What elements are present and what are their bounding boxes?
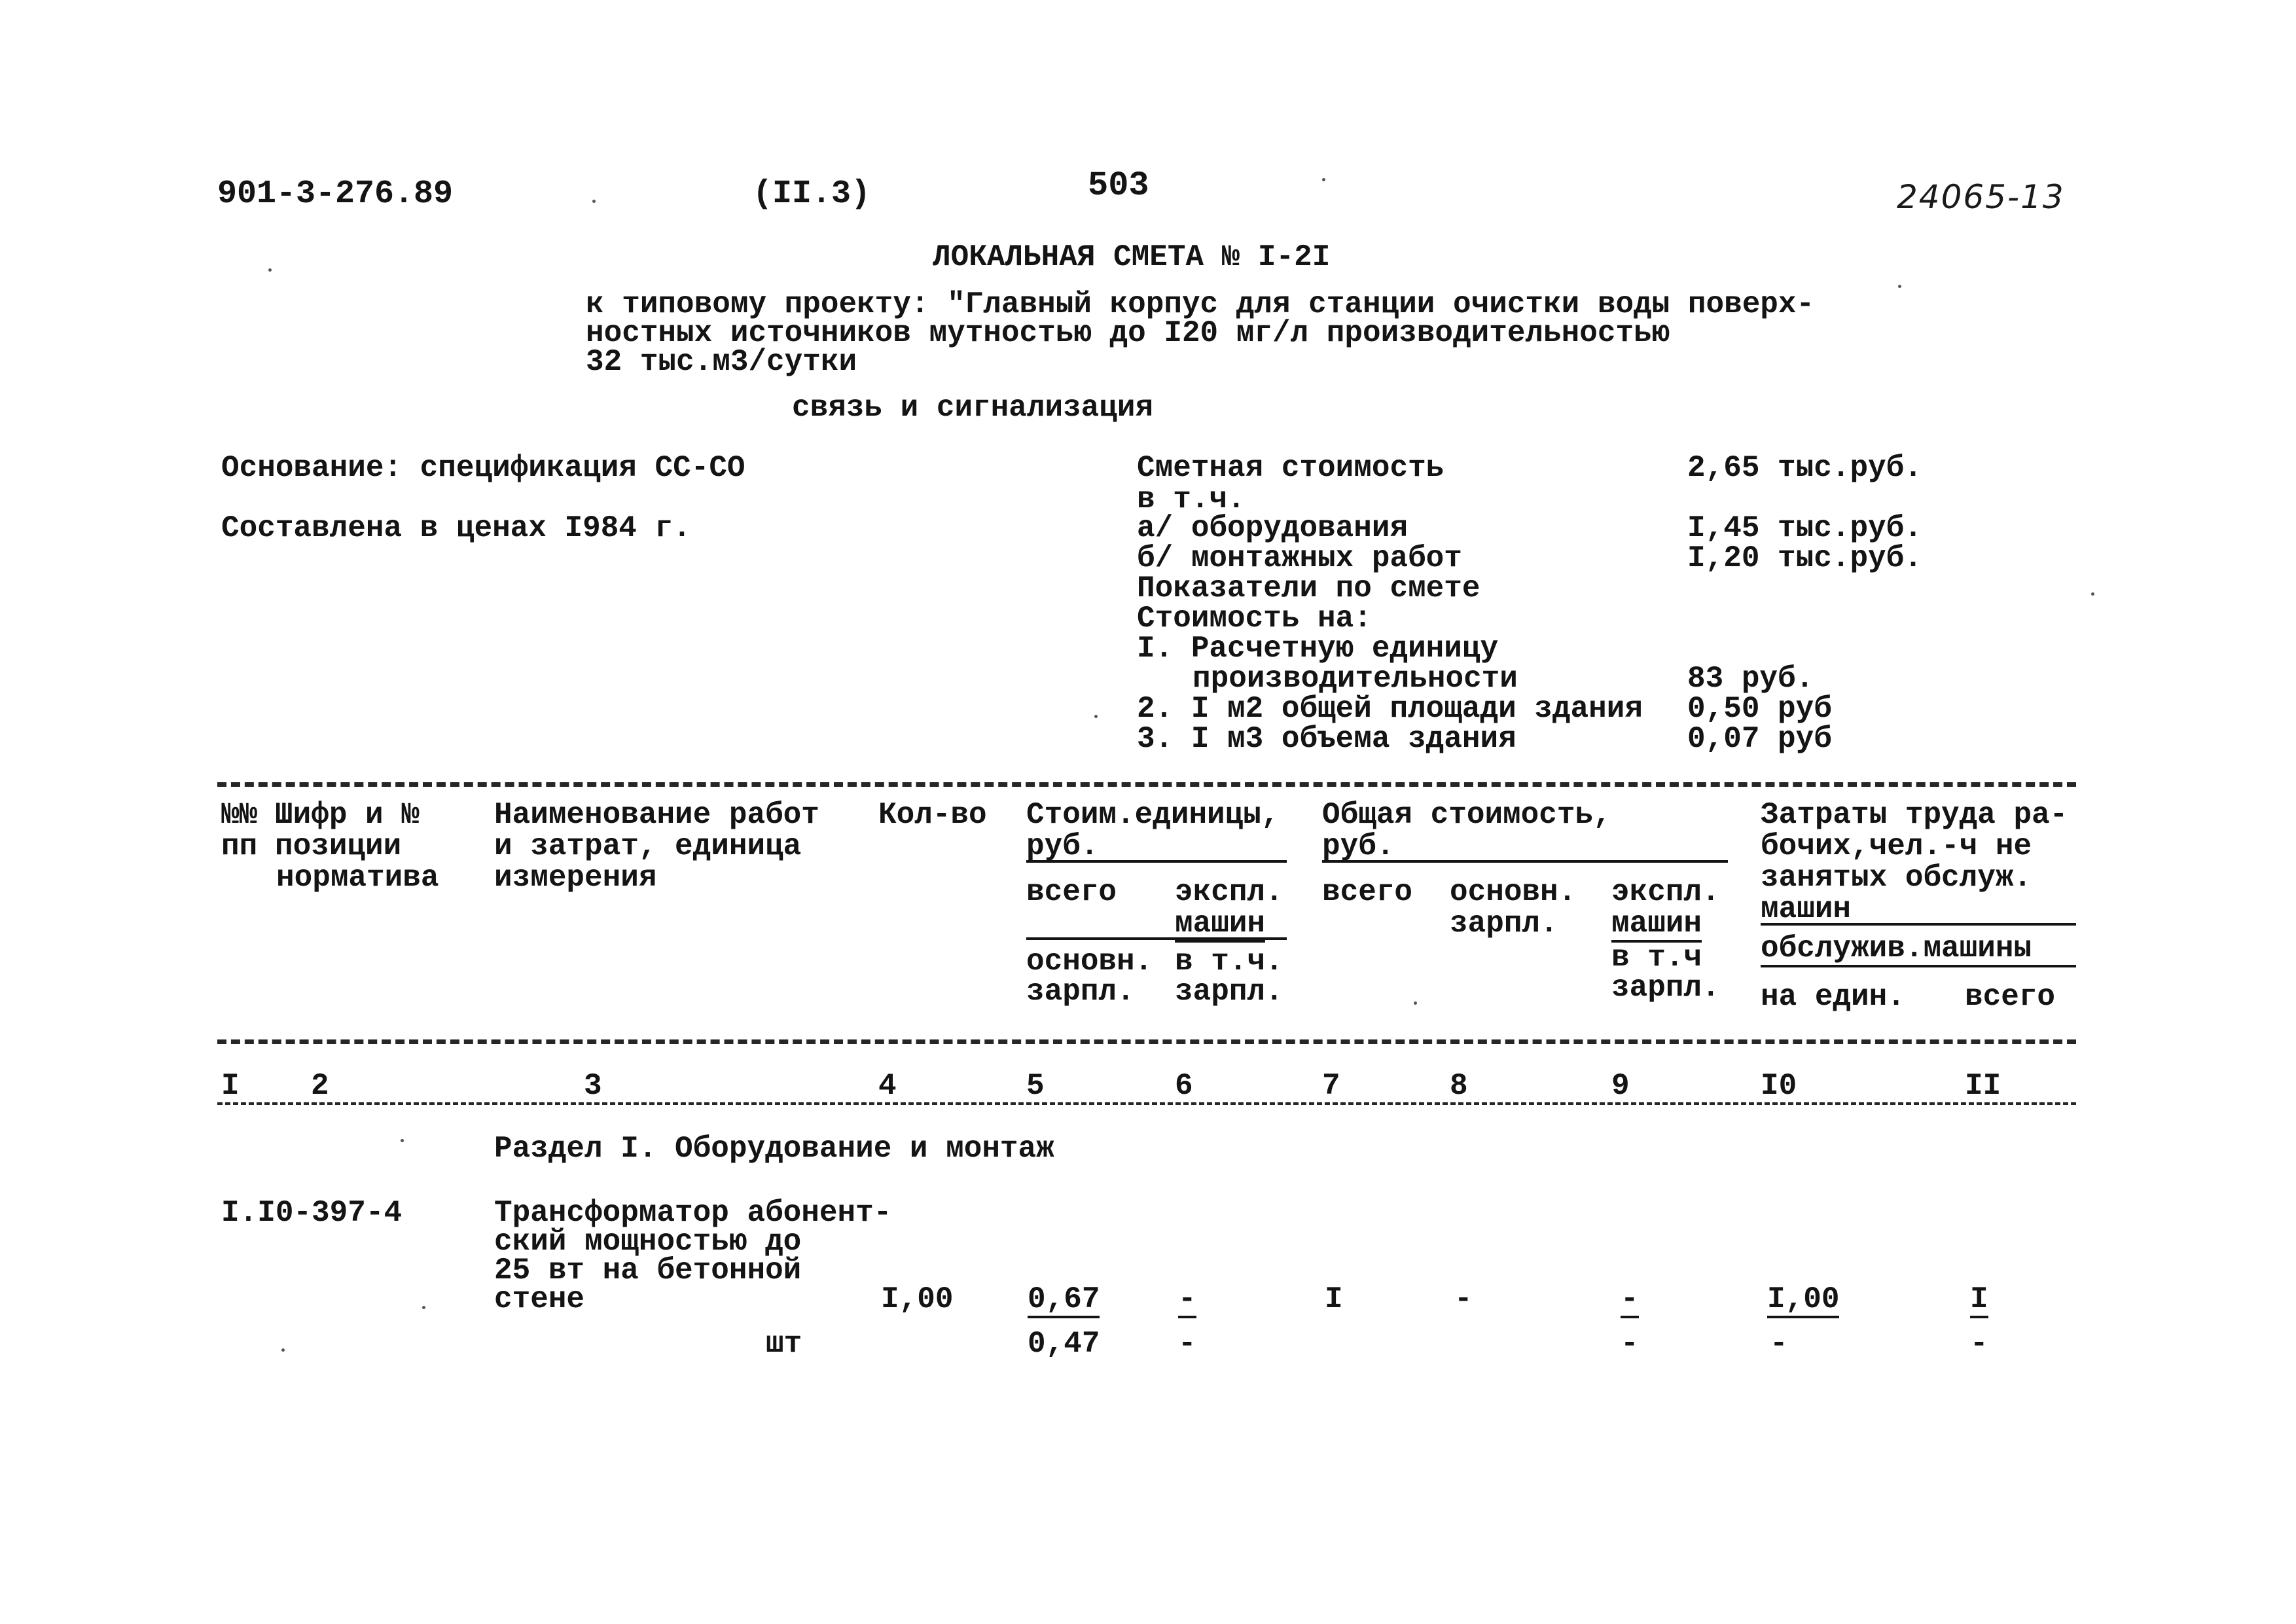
column-number-5: 5 <box>1026 1069 1045 1103</box>
scan-speck <box>281 1348 285 1352</box>
estimate-subtitle: связь и сигнализация <box>792 391 1154 425</box>
row-unit-machine-wage: - <box>1178 1327 1196 1361</box>
column-number-7: 7 <box>1322 1069 1340 1103</box>
unit-cost-sub-underline <box>1026 937 1287 940</box>
estimate-heading: ЛОКАЛЬНАЯ СМЕТА № I-2I <box>933 240 1331 274</box>
column-numbers-dashed-rule <box>217 1102 2076 1105</box>
table-header-bottom-dashed-rule <box>217 1039 2076 1044</box>
scan-speck <box>268 268 272 272</box>
col3-header-line2: и затрат, единица <box>494 829 802 863</box>
column-number-10: I0 <box>1761 1069 1797 1103</box>
indicators-label: Показатели по смете <box>1137 571 1480 605</box>
col1-header-line1: №№ <box>221 798 258 832</box>
equipment-label: а/ оборудования <box>1137 511 1408 545</box>
indicator-2-label: 2. I м2 общей площади здания <box>1137 692 1643 726</box>
column-number-11: II <box>1965 1069 2001 1103</box>
indicator-1-label-cont: производительности <box>1193 662 1518 696</box>
labor-header-line3: занятых обслуж. <box>1761 861 2032 895</box>
unit-cost-underline <box>1026 860 1287 863</box>
indicator-2-value: 0,50 руб <box>1687 692 1832 726</box>
column-number-1: I <box>221 1069 240 1103</box>
row-total-wage: - <box>1454 1282 1473 1316</box>
total-machine-header-line2: машин <box>1611 909 1702 943</box>
scan-speck <box>401 1139 404 1142</box>
labor-machine-underline <box>1761 965 2076 967</box>
unit-base-wage-header-line1: основн. <box>1026 945 1153 979</box>
col3-header-line1: Наименование работ <box>494 798 819 832</box>
total-cost-header-rub: руб. <box>1322 829 1395 863</box>
cost-for-label: Стоимость на: <box>1137 602 1372 636</box>
row-name-line1: Трансформатор абонент- <box>494 1196 892 1230</box>
row-total-machine-wage: - <box>1621 1327 1639 1361</box>
installation-value: I,20 тыс.руб. <box>1687 541 1922 575</box>
prices-year-label: Составлена в ценах I984 г. <box>221 511 691 545</box>
column-number-9: 9 <box>1611 1069 1630 1103</box>
indicator-1-value: 83 руб. <box>1687 662 1814 696</box>
column-number-3: 3 <box>584 1069 602 1103</box>
total-machine-header-line1: экспл. <box>1611 875 1720 909</box>
row-labor-total-machine: - <box>1970 1327 1988 1361</box>
unit-machine-header-line1: экспл. <box>1175 875 1283 909</box>
project-line-1: к типовому проекту: "Главный корпус для станции очистки воды поверх- <box>586 287 1815 321</box>
row-labor-per-unit: I,00 <box>1767 1284 1839 1318</box>
indicator-3-label: 3. I м3 объема здания <box>1137 722 1516 756</box>
scan-speck <box>1414 1001 1417 1005</box>
estimated-cost-label: Сметная стоимость <box>1137 451 1444 485</box>
col2-header-line2: позиции <box>275 829 402 863</box>
labor-header-underline <box>1761 923 2076 926</box>
scan-speck <box>1094 715 1098 718</box>
document-code: 901-3-276.89 <box>217 175 454 213</box>
row-code: I.I0-397-4 <box>221 1196 403 1230</box>
unit-incl-header-line2: зарпл. <box>1175 975 1283 1009</box>
total-cost-underline <box>1322 860 1728 863</box>
scan-speck <box>2091 592 2094 596</box>
installation-label: б/ монтажных работ <box>1137 541 1462 575</box>
row-name-line2: ский мощностью до <box>494 1225 802 1259</box>
column-number-2: 2 <box>311 1069 329 1103</box>
row-labor-per-unit-machine: - <box>1770 1327 1788 1361</box>
col4-header: Кол-во <box>878 798 987 832</box>
row-unit-total: 0,67 <box>1028 1284 1100 1318</box>
unit-cost-header-rub: руб. <box>1026 829 1099 863</box>
row-unit-machine: - <box>1178 1284 1196 1318</box>
row-name-line3: 25 вт на бетонной <box>494 1254 802 1288</box>
total-all-header: всего <box>1322 875 1413 909</box>
column-number-4: 4 <box>878 1069 897 1103</box>
unit-base-wage-header-line2: зарпл. <box>1026 975 1135 1009</box>
table-top-dashed-rule <box>217 782 2076 787</box>
scan-speck <box>592 200 596 203</box>
labor-header-line4: машин <box>1761 892 1852 926</box>
column-number-8: 8 <box>1450 1069 1468 1103</box>
page-number: 503 <box>1088 166 1149 205</box>
unit-machine-header-line2: машин <box>1175 909 1265 943</box>
scan-speck <box>422 1306 425 1309</box>
archive-number: 24065-13 <box>1897 178 2065 216</box>
row-name-line4: стене <box>494 1282 585 1316</box>
total-wage-header-line2: зарпл. <box>1450 907 1558 941</box>
row-labor-total: I <box>1970 1284 1988 1318</box>
column-number-6: 6 <box>1175 1069 1193 1103</box>
labor-header-line5: обслужив.машины <box>1761 931 2032 965</box>
labor-per-unit-header: на един. <box>1761 980 1905 1014</box>
labor-header-line1: Затраты труда ра- <box>1761 798 2068 832</box>
row-unit: шт <box>766 1327 802 1361</box>
row-total-machine: - <box>1621 1284 1639 1318</box>
total-cost-header: Общая стоимость, <box>1322 798 1611 832</box>
section-title: Раздел I. Оборудование и монтаж <box>494 1132 1054 1166</box>
unit-incl-header-line1: в т.ч. <box>1175 945 1283 979</box>
col2-header-line1: Шифр и № <box>275 798 420 832</box>
equipment-value: I,45 тыс.руб. <box>1687 511 1922 545</box>
indicator-1-label: I. Расчетную единицу <box>1137 632 1499 666</box>
total-machine-header-line4: зарпл. <box>1611 971 1720 1005</box>
col3-header-line3: измерения <box>494 861 657 895</box>
row-unit-base-wage: 0,47 <box>1028 1327 1100 1361</box>
unit-cost-header: Стоим.единицы, <box>1026 798 1280 832</box>
row-total-all: I <box>1325 1282 1343 1316</box>
scan-speck <box>1322 178 1325 181</box>
total-wage-header-line1: основн. <box>1450 875 1577 909</box>
project-line-3: 32 тыс.м3/сутки <box>586 345 857 379</box>
estimated-cost-value: 2,65 тыс.руб. <box>1687 451 1922 485</box>
row-quantity: I,00 <box>881 1282 954 1316</box>
labor-header-line2: бочих,чел.-ч не <box>1761 829 2032 863</box>
basis-label: Основание: спецификация СС-СО <box>221 451 745 485</box>
labor-total-header: всего <box>1965 980 2056 1014</box>
unit-total-header: всего <box>1026 875 1117 909</box>
total-machine-header-line3: в т.ч <box>1611 941 1702 975</box>
col1-header-line2: пп <box>221 829 258 863</box>
indicator-3-value: 0,07 руб <box>1687 722 1832 756</box>
section-code: (II.3) <box>753 175 871 213</box>
scan-speck <box>1898 285 1901 288</box>
col2-header-line3: норматива <box>276 861 439 895</box>
including-label: в т.ч. <box>1137 482 1246 516</box>
project-line-2: ностных источников мутностью до I20 мг/л производительностью <box>586 316 1670 350</box>
